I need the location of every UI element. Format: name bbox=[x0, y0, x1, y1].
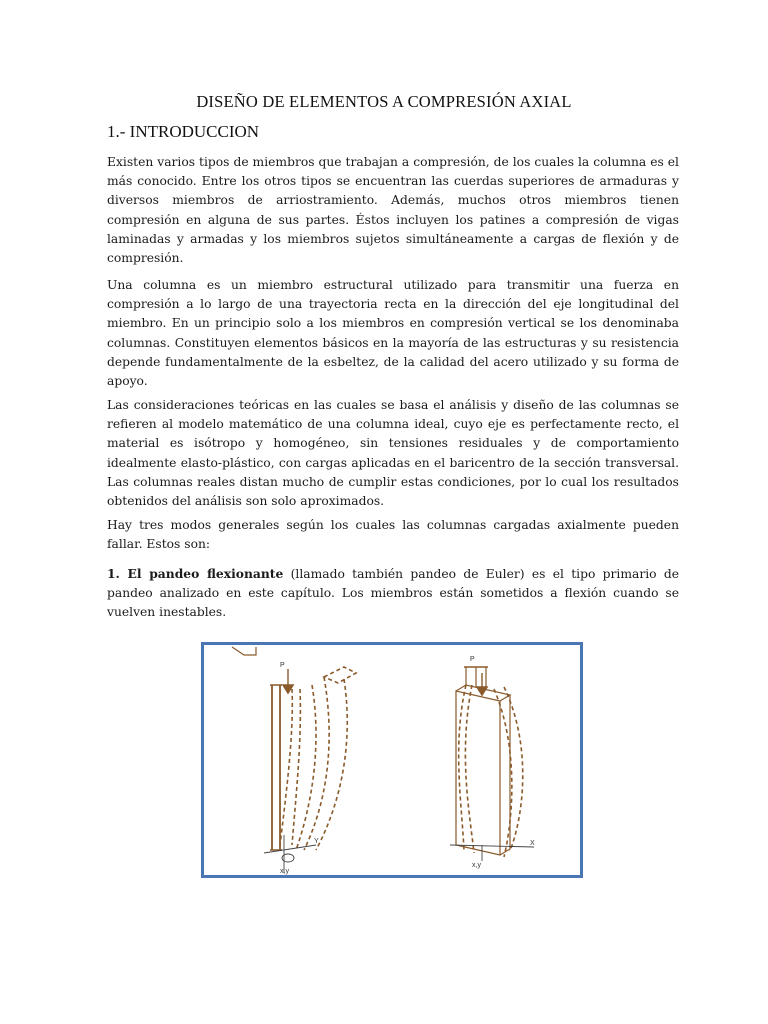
paragraph-column-definition: Una columna es un miembro estructural utilizado para transmitir una fuerza en compresión a lo largo de una trayectoria recta en la dirección del eje longitudinal del miembro. En un principio solo a los miembros en compresión vertical se los denominaba columnas. Constituyen elementos básicos en la mayoría de las estructuras y su resistencia depende fundamentalmente de la esbeltez, de la calidad del acero utilizado y su forma de apoyo. bbox=[107, 278, 679, 389]
paragraph-flexural-buckling bbox=[107, 564, 679, 623]
load-label-left: P bbox=[280, 662, 285, 669]
paragraph-intro: Existen varios tipos de miembros que trabajan a compresión, de los cuales la columna es el más conocido. Entre los otros tipos se encuentran las cuerdas superiores de armaduras y diversos miembros de arriostramiento. Además, muchos otros miembros tienen compresión en alguna de sus partes. Éstos incluyen los patines a compresión de vigas laminadas y armadas y los miembros sujetos simultáneamente a cargas de flexión y de compresión. bbox=[107, 155, 679, 266]
paragraph-failure-modes: Hay tres modos generales según los cuales las columnas cargadas axialmente pueden fallar. Estos son: bbox=[107, 518, 679, 552]
document-title: DISEÑO DE ELEMENTOS A COMPRESIÓN AXIAL bbox=[196, 92, 572, 111]
buckling-figure bbox=[201, 642, 583, 878]
paragraph-theory: Las consideraciones teóricas en las cuales se basa el análisis y diseño de las columnas se refieren al modelo matemático de una columna ideal, cuyo eje es perfectamente recto, el material es isótropo y homogéneo, sin tensiones residuales y de comportamiento idealmente elasto-plástico, con cargas aplicadas en el baricentro de la sección transversal. Las columnas reales distan mucho de cumplir estas condiciones, por lo cual los resultados obtenidos del análisis son solo aproximados. bbox=[107, 398, 679, 509]
axis-y-label: Y bbox=[314, 838, 319, 845]
flexural-buckling-term: 1. El pandeo flexionante bbox=[107, 566, 284, 581]
axis-x-label: X bbox=[530, 840, 535, 847]
section-heading: 1.- INTRODUCCION bbox=[107, 122, 260, 141]
axis-label-left: x,y bbox=[280, 868, 289, 875]
load-label-right: P bbox=[470, 656, 475, 663]
buckling-illustration bbox=[204, 645, 580, 875]
axis-label-right: x,y bbox=[472, 862, 481, 869]
flexural-buckling-description: (llamado también pandeo de Euler) es el tipo primario de pandeo analizado en este capítulo. Los miembros están sometidos a flexión cuando se vuelven inestables. bbox=[107, 567, 679, 620]
